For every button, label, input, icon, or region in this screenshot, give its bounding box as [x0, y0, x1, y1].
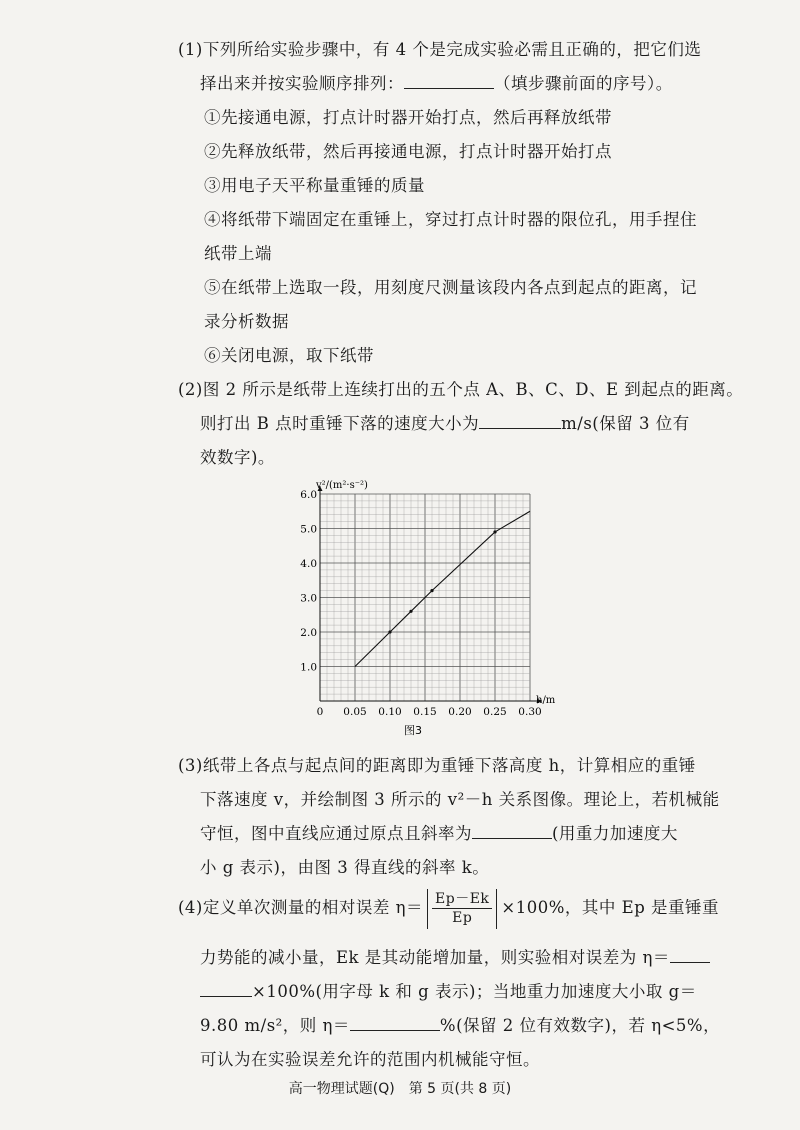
q1-option-3: ③用电子天平称量重锤的质量 [204, 176, 425, 195]
figure-3-chart [290, 476, 556, 741]
fit-line [355, 511, 530, 666]
q3-line3-b: (用重力加速度大 [552, 824, 678, 843]
q4-line4-b: %(保留 2 位有效数字)，若 η<5%， [439, 1016, 721, 1035]
q4-eta-blank-a[interactable] [670, 944, 710, 963]
q4-line1-b: ×100%，其中 Ep 是重锤重 [501, 898, 719, 917]
q1-option-4-cont: 纸带上端 [204, 244, 272, 263]
y-axis-label: v²/(m²·s⁻²) [316, 480, 368, 491]
q4-line4-a: 9.80 m/s²，则 η＝ [200, 1016, 350, 1035]
q4-eta-blank-b[interactable] [200, 978, 252, 997]
fraction-denominator: Ep [452, 910, 473, 926]
x-tick-label: 0 [316, 706, 324, 718]
data-point [388, 630, 391, 633]
q1-stem-line2 [200, 70, 673, 94]
q3-answer-blank[interactable] [472, 820, 552, 839]
q3-line3-a: 守恒，图中直线应通过原点且斜率为 [200, 824, 472, 843]
x-axis-label: h/m [536, 695, 556, 706]
page-footer: 高一物理试题(Q) 第 5 页(共 8 页) [288, 1081, 512, 1097]
chart-axes [318, 486, 543, 704]
y-tick-label: 3.0 [300, 592, 317, 605]
x-tick-label: 0.20 [448, 706, 472, 718]
q2-line3: 效数字)。 [200, 448, 275, 467]
q4-line1 [178, 888, 719, 929]
fraction-numerator: Ep－Ek [432, 890, 492, 909]
q3-line2: 下落速度 v，并绘制图 3 所示的 v²－h 关系图像。理论上，若机械能 [200, 790, 720, 809]
chart-title: 图3 [404, 724, 422, 737]
q4-percent-blank[interactable] [350, 1012, 440, 1031]
q2-line2-a: 则打出 B 点时重锤下落的速度大小为 [200, 414, 480, 433]
q1-stem-line1: (1)下列所给实验步骤中，有 4 个是完成实验必需且正确的，把它们选 [178, 40, 702, 59]
q4-line2-text: 力势能的减小量，Ek 是其动能增加量，则实验相对误差为 η＝ [200, 948, 670, 967]
relative-error-fraction [432, 890, 492, 927]
abs-bar-right [496, 889, 497, 929]
y-tick-label: 6.0 [300, 489, 317, 501]
q2-line1: (2)图 2 所示是纸带上连续打出的五个点 A、B、C、D、E 到起点的距离。 [178, 380, 744, 399]
data-point [430, 589, 433, 592]
q3-line3 [200, 820, 678, 844]
q3-line1: (3)纸带上各点与起点间的距离即为重锤下落高度 h，计算相应的重锤 [178, 756, 696, 775]
q4-line3-text: ×100%(用字母 k 和 g 表示)；当地重力加速度大小取 g＝ [252, 982, 697, 1001]
y-tick-label: 5.0 [300, 523, 317, 536]
q4-line4 [200, 1012, 720, 1036]
q4-line5: 可认为在实验误差允许的范围内机械能守恒。 [200, 1050, 540, 1069]
q2-line2-b: m/s(保留 3 位有 [561, 414, 690, 433]
q1-option-1: ①先接通电源，打点计时器开始打点，然后再释放纸带 [204, 108, 612, 127]
y-tick-label: 2.0 [300, 627, 317, 639]
q1-stem-c: （填步骤前面的序号）。 [494, 74, 673, 93]
x-tick-label: 0.10 [378, 706, 402, 718]
y-tick-label: 4.0 [300, 558, 317, 570]
q4-line2 [200, 944, 710, 968]
q1-stem-b: 择出来并按实验顺序排列： [200, 74, 404, 93]
q2-line2 [200, 410, 690, 434]
q3-line4: 小 g 表示)，由图 3 得直线的斜率 k。 [200, 858, 490, 877]
q1-option-6: ⑥关闭电源，取下纸带 [204, 346, 374, 365]
x-tick-label: 0.15 [413, 706, 437, 718]
q1-answer-blank[interactable] [404, 70, 494, 89]
q4-line1-a: (4)定义单次测量的相对误差 η＝ [178, 898, 424, 917]
data-point [409, 610, 412, 613]
q4-line3 [200, 978, 697, 1002]
q1-option-2: ②先释放纸带，然后再接通电源，打点计时器开始打点 [204, 142, 612, 161]
x-tick-label: 0.30 [518, 706, 542, 718]
q1-option-4: ④将纸带下端固定在重锤上，穿过打点计时器的限位孔，用手捏住 [204, 210, 697, 229]
y-tick-label: 1.0 [300, 661, 317, 674]
data-point [493, 530, 496, 533]
x-tick-label: 0.05 [343, 706, 367, 718]
q2-answer-blank[interactable] [479, 410, 561, 429]
chart-marks [355, 511, 530, 666]
x-tick-label: 0.25 [483, 706, 507, 718]
q1-option-5: ⑤在纸带上选取一段，用刻度尺测量该段内各点到起点的距离，记 [204, 278, 697, 297]
abs-bar-left [427, 889, 428, 929]
q1-option-5-cont: 录分析数据 [204, 312, 289, 331]
chart-ticks [300, 489, 541, 718]
